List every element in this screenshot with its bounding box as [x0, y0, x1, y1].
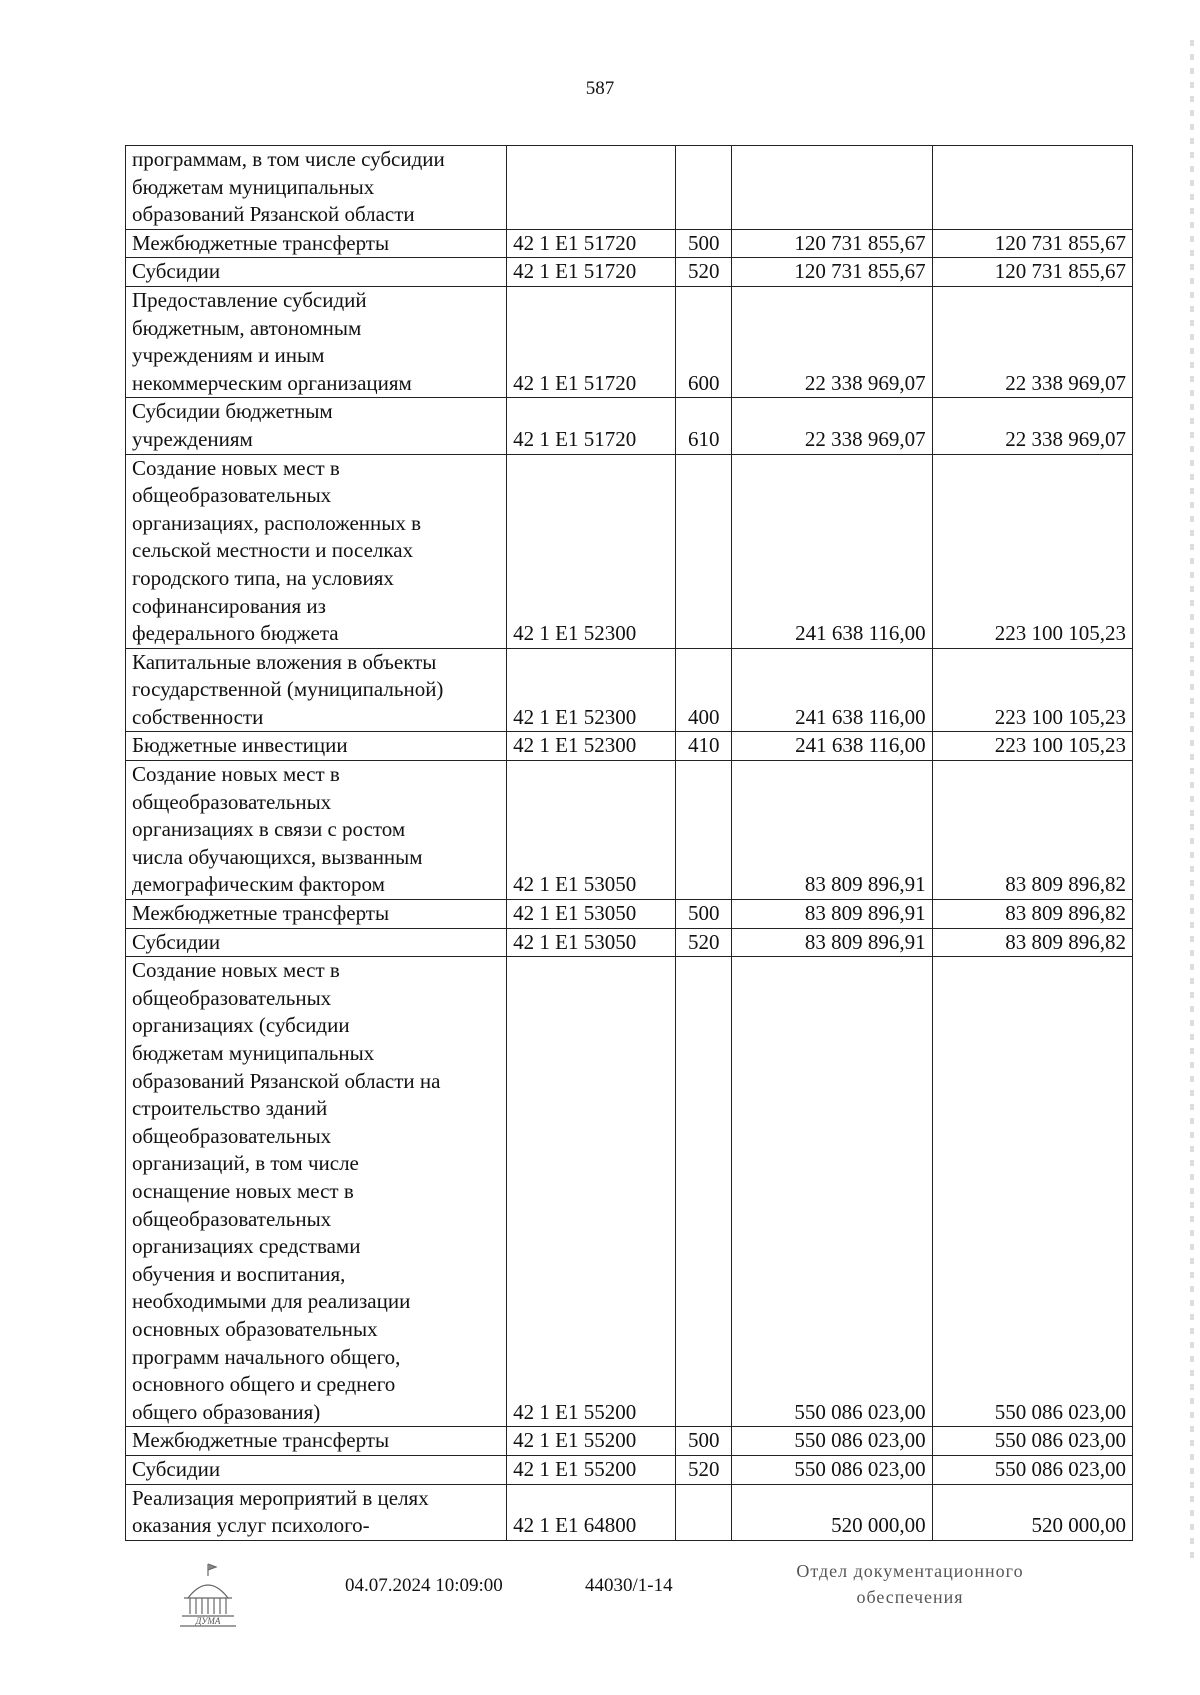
row-name: Создание новых мест в общеобразовательных организациях, расположенных в сельской местности и поселках городского типа, на условиях софинансирования из федерального бюджета	[126, 454, 507, 648]
table-row	[126, 648, 1133, 732]
row-amount-2: 120 731 855,67	[932, 229, 1132, 258]
table-row	[126, 229, 1133, 258]
row-expense-type: 500	[676, 900, 732, 929]
table-row	[126, 286, 1133, 397]
row-expense-type: 410	[676, 732, 732, 761]
row-amount-2: 83 809 896,82	[932, 761, 1132, 900]
table-row	[126, 398, 1133, 454]
row-amount-1: 550 086 023,00	[732, 957, 932, 1427]
row-name: Предоставление субсидий бюджетным, автономным учреждениям и иным некоммерческим организациям	[126, 286, 507, 397]
row-amount-1: 120 731 855,67	[732, 258, 932, 287]
row-amount-2: 550 086 023,00	[932, 957, 1132, 1427]
row-code: 42 1 Е1 52300	[507, 732, 676, 761]
row-amount-1: 83 809 896,91	[732, 761, 932, 900]
row-amount-2: 520 000,00	[932, 1484, 1132, 1540]
table-row	[126, 900, 1133, 929]
row-code: 42 1 Е1 51720	[507, 286, 676, 397]
logo-text: ДУМА	[195, 1616, 221, 1626]
row-code: 42 1 Е1 53050	[507, 761, 676, 900]
row-expense-type: 610	[676, 398, 732, 454]
row-code: 42 1 Е1 64800	[507, 1484, 676, 1540]
row-amount-1: 22 338 969,07	[732, 398, 932, 454]
row-amount-2: 83 809 896,82	[932, 928, 1132, 957]
row-code: 42 1 Е1 52300	[507, 648, 676, 732]
row-name: Субсидии бюджетным учреждениям	[126, 398, 507, 454]
row-amount-1: 83 809 896,91	[732, 900, 932, 929]
row-code: 42 1 Е1 51720	[507, 258, 676, 287]
row-amount-2: 223 100 105,23	[932, 648, 1132, 732]
row-amount-1: 241 638 116,00	[732, 732, 932, 761]
row-amount-1: 520 000,00	[732, 1484, 932, 1540]
row-amount-2: 550 086 023,00	[932, 1427, 1132, 1456]
stamp-line-1: Отдел документационного	[796, 1561, 1024, 1581]
row-amount-2: 83 809 896,82	[932, 900, 1132, 929]
row-amount-2: 22 338 969,07	[932, 398, 1132, 454]
row-amount-1: 83 809 896,91	[732, 928, 932, 957]
row-expense-type	[676, 957, 732, 1427]
row-code: 42 1 Е1 51720	[507, 229, 676, 258]
row-expense-type: 400	[676, 648, 732, 732]
row-amount-1: 550 086 023,00	[732, 1455, 932, 1484]
table-row	[126, 454, 1133, 648]
table-row	[126, 761, 1133, 900]
row-code: 42 1 Е1 55200	[507, 1427, 676, 1456]
budget-table-body	[126, 146, 1133, 1541]
row-expense-type: 500	[676, 1427, 732, 1456]
row-amount-1	[732, 146, 932, 230]
table-row	[126, 258, 1133, 287]
row-expense-type: 520	[676, 1455, 732, 1484]
table-row	[126, 1484, 1133, 1540]
row-name: Капитальные вложения в объекты государственной (муниципальной) собственности	[126, 648, 507, 732]
row-amount-2: 223 100 105,23	[932, 732, 1132, 761]
row-name: Создание новых мест в общеобразовательных организациях (субсидии бюджетам муниципальных образований Рязанской области на строительство зданий общеобразовательных организаций, в том числе оснащение новых мест в общеобразовательных организациях средствами обучения и воспитания, необходимыми для реализации основных образовательных программ начального общего, основного общего и среднего общего образования)	[126, 957, 507, 1427]
table-row	[126, 146, 1133, 230]
row-amount-1: 550 086 023,00	[732, 1427, 932, 1456]
footer-datetime: 04.07.2024 10:09:00	[345, 1575, 503, 1596]
row-code: 42 1 Е1 55200	[507, 957, 676, 1427]
row-name: Межбюджетные трансферты	[126, 900, 507, 929]
row-expense-type	[676, 761, 732, 900]
row-name: Субсидии	[126, 1455, 507, 1484]
row-amount-1: 241 638 116,00	[732, 648, 932, 732]
row-expense-type: 500	[676, 229, 732, 258]
row-name: Бюджетные инвестиции	[126, 732, 507, 761]
row-name: программам, в том числе субсидии бюджетам муниципальных образований Рязанской области	[126, 146, 507, 230]
scan-edge-artifact	[1190, 40, 1194, 1560]
row-expense-type	[676, 454, 732, 648]
row-expense-type: 600	[676, 286, 732, 397]
footer-doc-number: 44030/1-14	[585, 1575, 673, 1596]
row-name: Создание новых мест в общеобразовательных организациях в связи с ростом числа обучающихся, вызванным демографическим фактором	[126, 761, 507, 900]
row-expense-type: 520	[676, 928, 732, 957]
budget-table	[125, 145, 1133, 1541]
row-name: Межбюджетные трансферты	[126, 229, 507, 258]
department-stamp	[760, 1558, 1060, 1610]
row-name: Реализация мероприятий в целях оказания услуг психолого-	[126, 1484, 507, 1540]
row-expense-type: 520	[676, 258, 732, 287]
row-name: Субсидии	[126, 258, 507, 287]
row-code: 42 1 Е1 51720	[507, 398, 676, 454]
row-amount-1: 120 731 855,67	[732, 229, 932, 258]
table-row	[126, 1455, 1133, 1484]
row-amount-2: 120 731 855,67	[932, 258, 1132, 287]
row-name: Субсидии	[126, 928, 507, 957]
row-code: 42 1 Е1 52300	[507, 454, 676, 648]
table-row	[126, 732, 1133, 761]
row-code: 42 1 Е1 53050	[507, 900, 676, 929]
row-code: 42 1 Е1 55200	[507, 1455, 676, 1484]
duma-emblem-icon	[172, 1560, 244, 1632]
row-amount-2: 223 100 105,23	[932, 454, 1132, 648]
table-row	[126, 957, 1133, 1427]
row-amount-2: 22 338 969,07	[932, 286, 1132, 397]
row-name: Межбюджетные трансферты	[126, 1427, 507, 1456]
row-expense-type	[676, 1484, 732, 1540]
row-code: 42 1 Е1 53050	[507, 928, 676, 957]
row-expense-type	[676, 146, 732, 230]
page-number: 587	[585, 78, 615, 99]
row-amount-1: 241 638 116,00	[732, 454, 932, 648]
row-amount-2	[932, 146, 1132, 230]
stamp-line-2: обеспечения	[856, 1587, 964, 1607]
row-code	[507, 146, 676, 230]
row-amount-2: 550 086 023,00	[932, 1455, 1132, 1484]
table-row	[126, 1427, 1133, 1456]
table-row	[126, 928, 1133, 957]
duma-logo	[172, 1560, 244, 1632]
row-amount-1: 22 338 969,07	[732, 286, 932, 397]
